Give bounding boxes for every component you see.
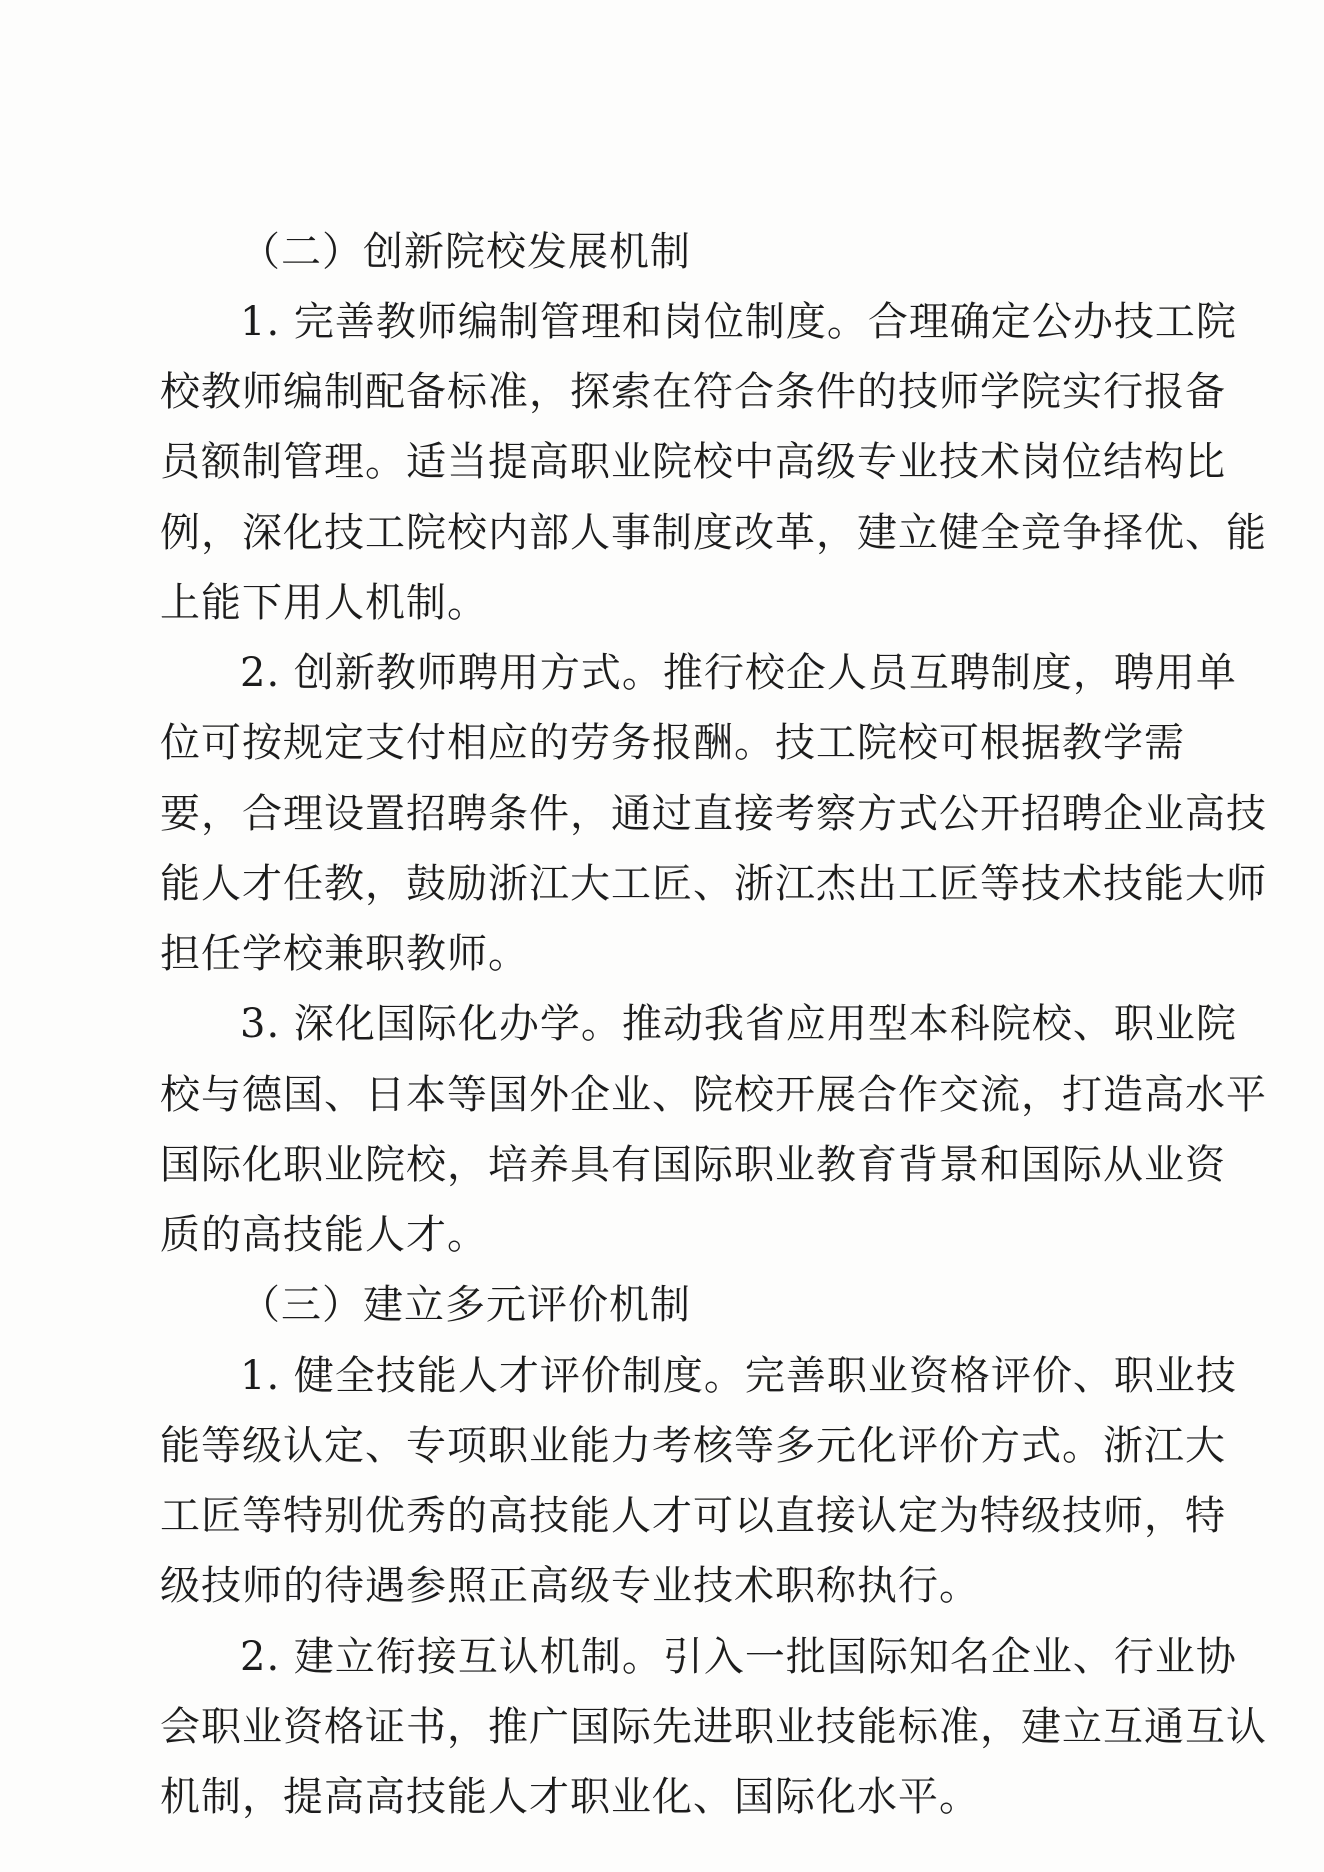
- paragraph-line: 要，合理设置招聘条件，通过直接考察方式公开招聘企业高技: [160, 791, 1267, 837]
- paragraph-line: 质的高技能人才。: [160, 1212, 488, 1258]
- paragraph-line: 机制，提高高技能人才职业化、国际化水平。: [160, 1774, 980, 1820]
- paragraph-line: 校与德国、日本等国外企业、院校开展合作交流，打造高水平: [160, 1072, 1267, 1118]
- section-heading: （三）建立多元评价机制: [240, 1282, 691, 1328]
- paragraph-line: 国际化职业院校，培养具有国际职业教育背景和国际从业资: [160, 1142, 1226, 1188]
- paragraph-line: 工匠等特别优秀的高技能人才可以直接认定为特级技师，特: [160, 1493, 1226, 1539]
- paragraph-line: 员额制管理。适当提高职业院校中高级专业技术岗位结构比: [160, 439, 1226, 485]
- paragraph-line: 上能下用人机制。: [160, 580, 488, 626]
- paragraph-line: 3. 深化国际化办学。推动我省应用型本科院校、职业院: [240, 1001, 1237, 1047]
- paragraph-line: 1. 健全技能人才评价制度。完善职业资格评价、职业技: [240, 1353, 1237, 1399]
- paragraph-line: 2. 创新教师聘用方式。推行校企人员互聘制度，聘用单: [240, 650, 1237, 696]
- paragraph-line: 校教师编制配备标准，探索在符合条件的技师学院实行报备: [160, 369, 1226, 415]
- paragraph-line: 2. 建立衔接互认机制。引入一批国际知名企业、行业协: [240, 1634, 1237, 1680]
- paragraph-line: 担任学校兼职教师。: [160, 931, 529, 977]
- paragraph-line: 能等级认定、专项职业能力考核等多元化评价方式。浙江大: [160, 1423, 1226, 1469]
- paragraph-line: 例，深化技工院校内部人事制度改革，建立健全竞争择优、能: [160, 510, 1267, 556]
- paragraph-line: 位可按规定支付相应的劳务报酬。技工院校可根据教学需: [160, 720, 1185, 766]
- paragraph-line: 1. 完善教师编制管理和岗位制度。合理确定公办技工院: [240, 299, 1237, 345]
- paragraph-line: 级技师的待遇参照正高级专业技术职称执行。: [160, 1563, 980, 1609]
- section-heading: （二）创新院校发展机制: [240, 229, 691, 275]
- paragraph-line: 会职业资格证书，推广国际先进职业技能标准，建立互通互认: [160, 1704, 1267, 1750]
- paragraph-line: 能人才任教，鼓励浙江大工匠、浙江杰出工匠等技术技能大师: [160, 861, 1267, 907]
